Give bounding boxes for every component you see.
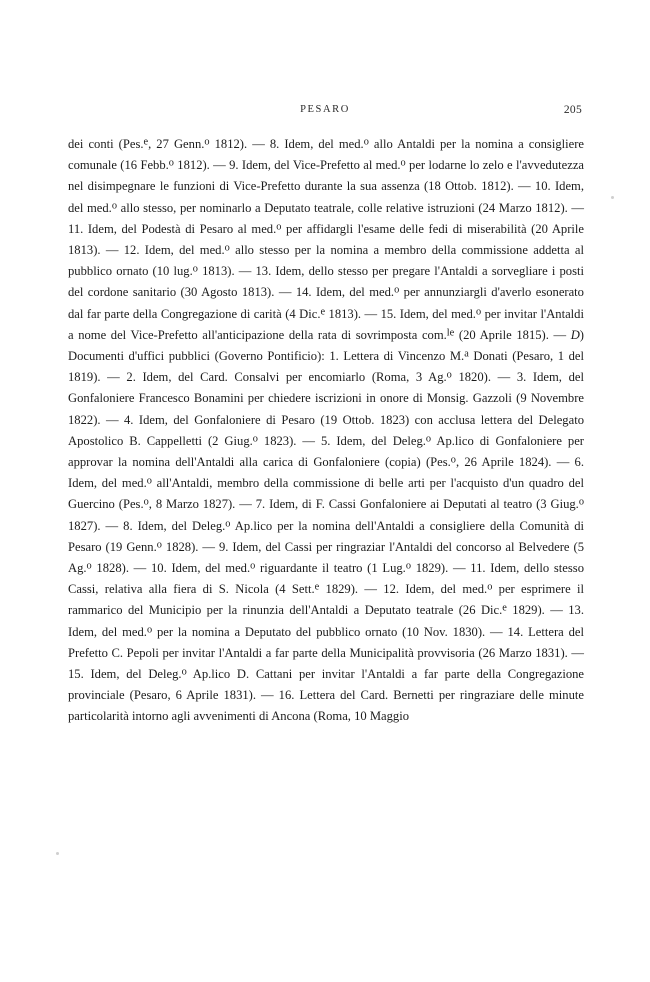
page-header	[68, 104, 582, 120]
body-text-block	[68, 134, 584, 728]
page-number: 205	[563, 104, 582, 116]
body-paragraph: dei conti (Pes.$^e$, 27 Genn.$^o$ 1812). — 8. Idem, del med.$^o$ allo Antaldi per la nomina a consigliere comunale (16 Febb.$^o$ 1812). — 9. Idem, del Vice-Prefetto al med.$^o$ per lodarne lo zelo e l'avvedutezza nel disimpegnare le funzioni di Vice-Prefetto durante la sua assenza (18 Ottob. 1812). — 10. Idem, del med.$^o$ allo stesso, per nominarlo a Deputato teatrale, colle relative istruzioni (24 Marzo 1812). — 11. Idem, del Podestà di Pesaro al med.$^o$ per affidargli l'esame delle fedi di miserabilità (20 Aprile 1813). — 12. Idem, del med.$^o$ allo stesso per la nomina a membro della commissione addetta al pubblico ornato (10 lug.$^o$ 1813). — 13. Idem, dello stesso per pregare l'Antaldi a sorvegliare i posti del cordone sanitario (30 Agosto 1813). — 14. Idem, del med.$^o$ per annunziargli d'averlo esonerato dal far parte della Congregazione di carità (4 Dic.$^e$ 1813). — 15. Idem, del med.$^o$ per invitar l'Antaldi a nome del Vice-Prefetto all'anticipazione della rata di sovrimposta com.$^{le}$ (20 Aprile 1815). — D) Documenti d'uffici pubblici (Governo Pontificio): 1. Lettera di Vincenzo M.$^a$ Donati (Pesaro, 1 del 1819). — 2. Idem, del Card. Consalvi per encomiarlo (Roma, 3 Ag.$^o$ 1820). — 3. Idem, del Gonfaloniere Francesco Bonamini per chiedere iscrizioni in onore di Monsig. Gazzoli (9 Novembre 1822). — 4. Idem, del Gonfaloniere di Pesaro (19 Ottob. 1823) con acclusa lettera del Delegato Apostolico B. Cappelletti (2 Giug.$^o$ 1823). — 5. Idem, del Deleg.$^o$ Ap.lico di Gonfaloniere per approvar la nomina dell'Antaldi alla carica di Gonfaloniere (copia) (Pes.$^o$, 26 Aprile 1824). — 6. Idem, del med.$^o$ all'Antaldi, membro della commissione di belle arti per l'acquisto d'un quadro del Guercino (Pes.$^o$, 8 Marzo 1827). — 7. Idem, di F. Cassi Gonfaloniere ai Deputati al teatro (3 Giug.$^o$ 1827). — 8. Idem, del Deleg.$^o$ Ap.lico per la nomina dell'Antaldi a consigliere della Comunità di Pesaro (19 Genn.$^o$ 1828). — 9. Idem, del Cassi per ringraziar l'Antaldi del concorso al Belvedere (5 Ag.$^o$ 1828). — 10. Idem, del med.$^o$ riguardante il teatro (1 Lug.$^o$ 1829). — 11. Idem, dello stesso Cassi, relativa alla fiera di S. Nicola (4 Sett.$^e$ 1829). — 12. Idem, del med.$^o$ per esprimere il rammarico del Municipio per la rinunzia dell'Antaldi a Deputato teatrale (26 Dic.$^e$ 1829). — 13. Idem, del med.$^o$ per la nomina a Deputato del pubblico ornato (10 Nov. 1830). — 14. Lettera del Prefetto C. Pepoli per invitar l'Antaldi a far parte della Municipalità provvisoria (26 Marzo 1831). — 15. Idem, del Deleg.$^o$ Ap.lico D. Cattani per invitar l'Antaldi a far parte della Congregazione provinciale (Pesaro, 6 Aprile 1831). — 16. Lettera del Card. Bernetti per ringraziare delle minute particolarità intorno agli avvenimenti di Ancona (Roma, 10 Maggio	[68, 136, 585, 724]
paper-speck	[611, 196, 614, 199]
paper-speck	[56, 852, 59, 855]
running-head: PESARO	[300, 104, 350, 115]
